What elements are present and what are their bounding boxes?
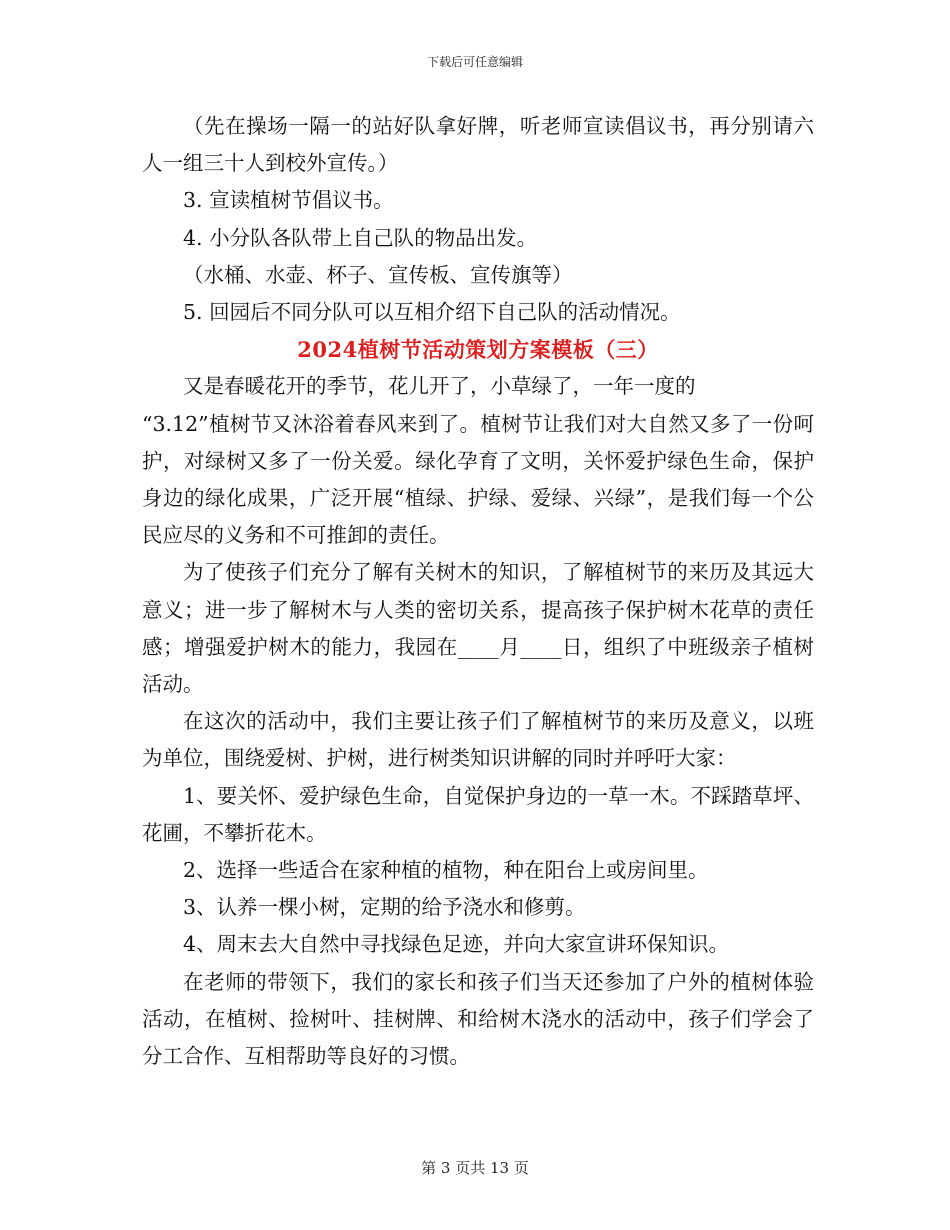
page-footer: 第 3 页共 13 页 — [421, 1159, 529, 1177]
intro-paragraph: 又是春暖花开的季节，花儿开了，小草绿了，一年一度的 “3.12”植树节又沐浴着春风来到了。植树节让我们对大自然又多了一份呵护，对绿树又多了一份关爱。绿化孕育了文明，关怀爱护绿色生命，保护身边的绿化成果，广泛开展“植绿、护绿、爱绿、兴绿”，是我们每一个公民应尽的义务和不可推卸的责任。 — [142, 374, 814, 548]
list-item-4: 4、周末去大自然中寻找绿色足迹，并向大家宣讲环保知识。 — [183, 932, 730, 957]
document-body — [142, 108, 814, 1075]
purpose-paragraph: 为了使孩子们充分了解有关树木的知识，了解植树节的来历及其远大意义；进一步了解树木与人类的密切关系，提高孩子保护树木花草的责任感；增强爱护树木的能力，我园在____月____日，组织了中班级亲子植树活动。 — [142, 560, 814, 697]
list-item-1: 1、要关怀、爱护绿色生命，自觉保护身边的一草一木。不踩踏草坪、花圃，不攀折花木。 — [142, 783, 814, 845]
step-3: 3. 宣读植树节倡议书。 — [183, 188, 394, 213]
list-item-3: 3、认养一棵小树，定期的给予浇水和修剪。 — [183, 895, 586, 920]
section-title: 2024植树节活动策划方案模板（三） — [297, 337, 659, 363]
activity-paragraph: 在这次的活动中，我们主要让孩子们了解植树节的来历及意义，以班为单位，围绕爱树、护树，进行树类知识讲解的同时并呼吁大家： — [142, 709, 814, 771]
list-item-2: 2、选择一些适合在家种植的植物，种在阳台上或房间里。 — [183, 858, 709, 883]
step-4: 4. 小分队各队带上自己队的物品出发。 — [183, 225, 538, 250]
page-header: 下载后可任意编辑 — [426, 55, 523, 69]
items-note: （水桶、水壶、杯子、宣传板、宣传旗等） — [183, 262, 573, 287]
closing-paragraph: 在老师的带领下，我们的家长和孩子们当天还参加了户外的植树体验活动，在植树、捡树叶、挂树牌、和给树木浇水的活动中，孩子们学会了分工合作、互相帮助等良好的习惯。 — [142, 969, 814, 1069]
step-5: 5. 回园后不同分队可以互相介绍下自己队的活动情况。 — [183, 300, 681, 325]
paragraph-preparation-note: （先在操场一隔一的站好队拿好牌，听老师宣读倡议书，再分别请六人一组三十人到校外宣传。） — [142, 114, 814, 176]
